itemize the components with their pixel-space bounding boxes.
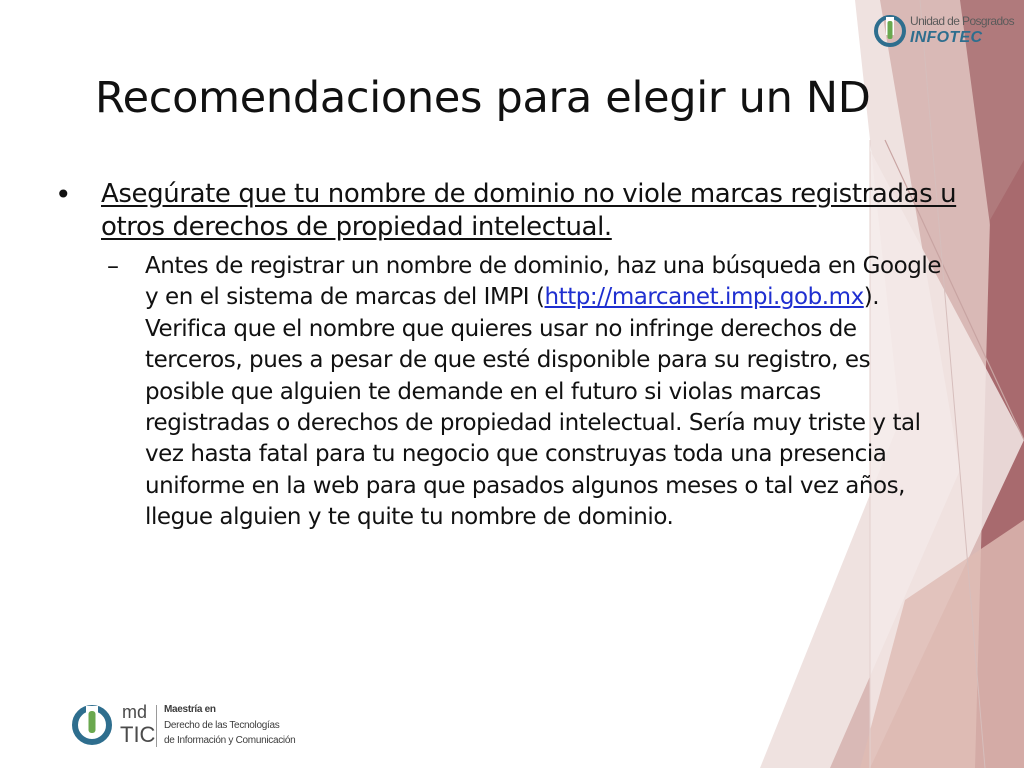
sub-bullet-marker: – — [107, 252, 119, 280]
bullet-marker: • — [55, 178, 72, 211]
logo-program-line1: Maestría en — [164, 704, 216, 715]
infotec-logo — [870, 10, 1015, 52]
logo-program-line2: Derecho de las Tecnologías — [164, 720, 280, 731]
logo-top-brand: INFOTEC — [910, 29, 983, 46]
sub-bullet-item — [107, 251, 947, 534]
mdtic-logo — [70, 700, 330, 750]
bullet-text: Asegúrate que tu nombre de dominio no viole marcas registradas u otros derechos de propiedad intelectual. — [101, 179, 957, 242]
sub-bullet-text — [145, 251, 947, 534]
slide-body — [55, 178, 960, 534]
logo-divider — [156, 705, 157, 747]
logo-md-text: md — [122, 702, 148, 722]
logo-top-subtitle: Unidad de Posgrados — [910, 14, 1015, 28]
mdtic-emblem-icon — [70, 702, 116, 748]
slide-title: Recomendaciones para elegir un ND — [95, 73, 871, 123]
impi-link[interactable]: http://marcanet.impi.gob.mx — [544, 284, 864, 311]
bullet-item — [55, 178, 960, 244]
infotec-emblem-icon — [872, 13, 908, 49]
sub-bullet-text-after: ). Verifica que el nombre que quieres usar no infringe derechos de terceros, pues a pesar de que esté disponible para su registro, es posible que alguien te demande en el futuro si violas marcas registradas o derechos de propiedad intelectual. Sería muy triste y tal vez hasta fatal para tu negocio que construyas toda una presencia uniforme en la web para que pasados algunos meses o tal vez años, llegue alguien y te quite tu nombre de dominio. — [145, 284, 921, 531]
logo-program-line3: de Información y Comunicación — [164, 735, 296, 746]
sub-bullet-text-before: Antes de registrar un nombre de dominio, haz una búsqueda en Google y en el sistema de marcas del IMPI ( — [145, 253, 942, 311]
logo-tic-text: TIC — [120, 722, 156, 747]
